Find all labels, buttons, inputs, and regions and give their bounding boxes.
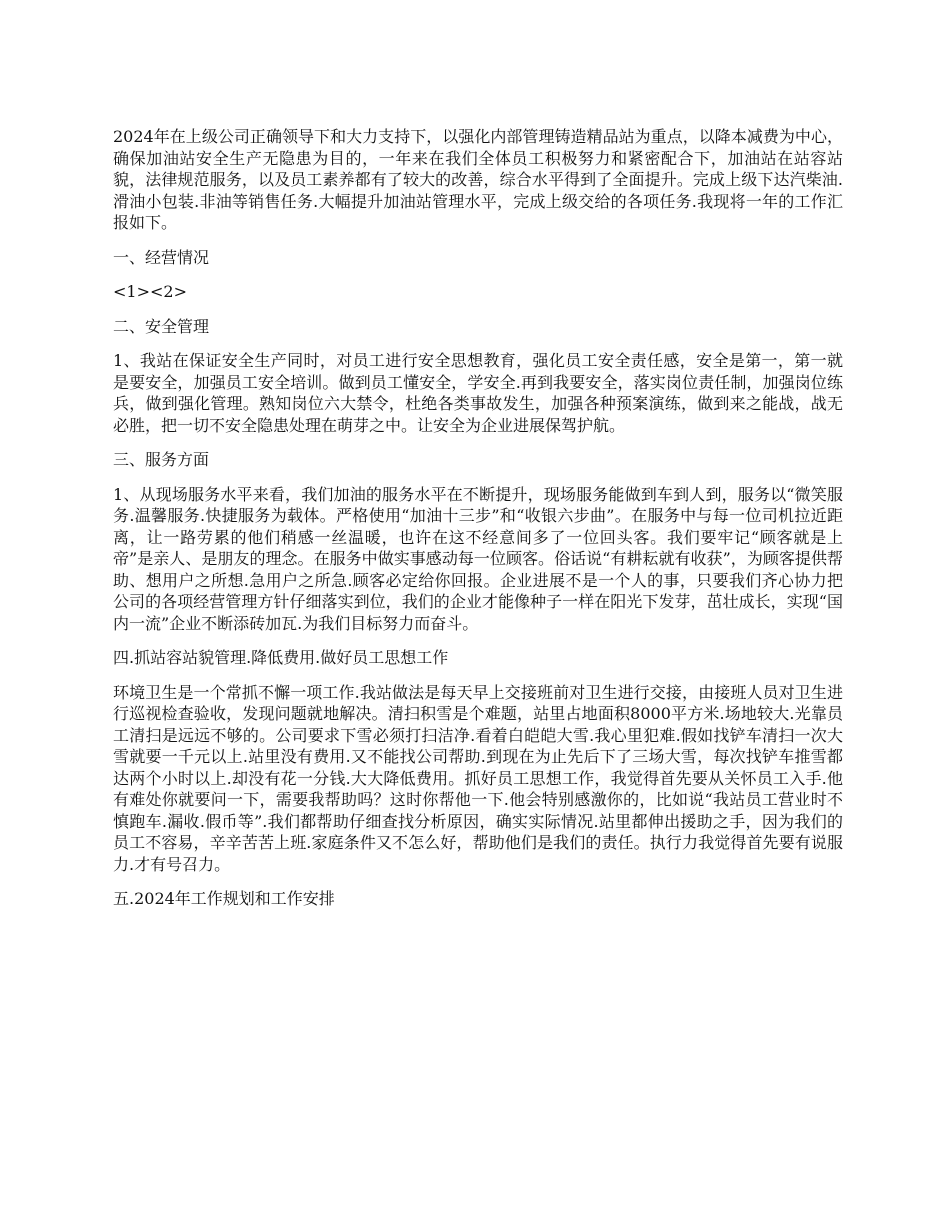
operations-paragraph: <1><2> bbox=[113, 282, 187, 301]
section-heading-operations: 一、经营情况 bbox=[113, 247, 210, 267]
station-management-paragraph: 环境卫生是一个常抓不懈一项工作.我站做法是每天早上交接班前对卫生进行交接，由接班人员对卫生进行巡视检查验收，发现问题就地解决。清扫积雪是个难题，站里占地面积8000平方米.场地较大.光靠员工清扫是远远不够的。公司要求下雪必须打扫洁净.看着白皑皑大雪.我心里犯难.假如找铲车清扫一次大雪就要一千元以上.站里没有费用.又不能找公司帮助.到现在为止先后下了三场大雪，每次找铲车推雪都达两个小时以上.却没有花一分钱.大大降低费用。抓好员工思想工作，我觉得首先要从关怀员工入手.他有难处你就要问一下，需要我帮助吗？这时你帮他一下.他会特别感激你的，比如说“我站员工营业时不慎跑车.漏收.假币等”.我们都帮助仔细查找分析原因，确实实际情况.站里都伸出援助之手，因为我们的员工不容易，辛辛苦苦上班.家庭条件又不怎么好，帮助他们是我们的责任。执行力我觉得首先要有说服力.才有号召力。 bbox=[113, 682, 843, 874]
section-heading-safety: 二、安全管理 bbox=[113, 316, 210, 336]
section-heading-service: 三、服务方面 bbox=[113, 450, 210, 469]
safety-paragraph: 1、我站在保证安全生产同时，对员工进行安全思想教育，强化员工安全责任感，安全是第一，第一就是要安全，加强员工安全培训。做到员工懂安全，学安全.再到我要安全，落实岗位责任制，加强岗位练兵，做到强化管理。熟知岗位六大禁令，杜绝各类事故发生，加强各种预案演练，做到来之能战，战无必胜，把一切不安全隐患处理在萌芽之中。让安全为企业进展保驾护航。 bbox=[113, 351, 843, 435]
section-heading-plan: 五.2024年工作规划和工作安排 bbox=[113, 889, 335, 908]
section-heading-station-management: 四.抓站容站貌管理.降低费用.做好员工思想工作 bbox=[113, 648, 449, 667]
document-page bbox=[113, 126, 843, 910]
intro-paragraph: 2024年在上级公司正确领导下和大力支持下，以强化内部管理铸造精品站为重点，以降本减费为中心，确保加油站安全生产无隐患为目的，一年来在我们全体员工积极努力和紧密配合下，加油站在站容站貌，法律规范服务，以及员工素养都有了较大的改善，综合水平得到了全面提升。完成上级下达汽柴油.滑油小包装.非油等销售任务.大幅提升加油站管理水平，完成上级交给的各项任务.我现将一年的工作汇报如下。 bbox=[113, 127, 843, 232]
service-paragraph: 1、从现场服务水平来看，我们加油的服务水平在不断提升，现场服务能做到车到人到，服务以“微笑服务.温馨服务.快捷服务为载体。严格使用“加油十三步”和“收银六步曲”。在服务中与每一位司机拉近距离，让一路劳累的他们稍感一丝温暖，也许在这不经意间多了一位回头客。我们要牢记“顾客就是上帝”是亲人、是朋友的理念。在服务中做实事感动每一位顾客。俗话说“有耕耘就有收获”，为顾客提供帮助、想用户之所想.急用户之所急.顾客必定给你回报。企业进展不是一个人的事，只要我们齐心协力把公司的各项经营管理方针仔细落实到位，我们的企业才能像种子一样在阳光下发芽，茁壮成长，实现“国内一流”企业不断添砖加瓦.为我们目标努力而奋斗。 bbox=[113, 484, 843, 633]
